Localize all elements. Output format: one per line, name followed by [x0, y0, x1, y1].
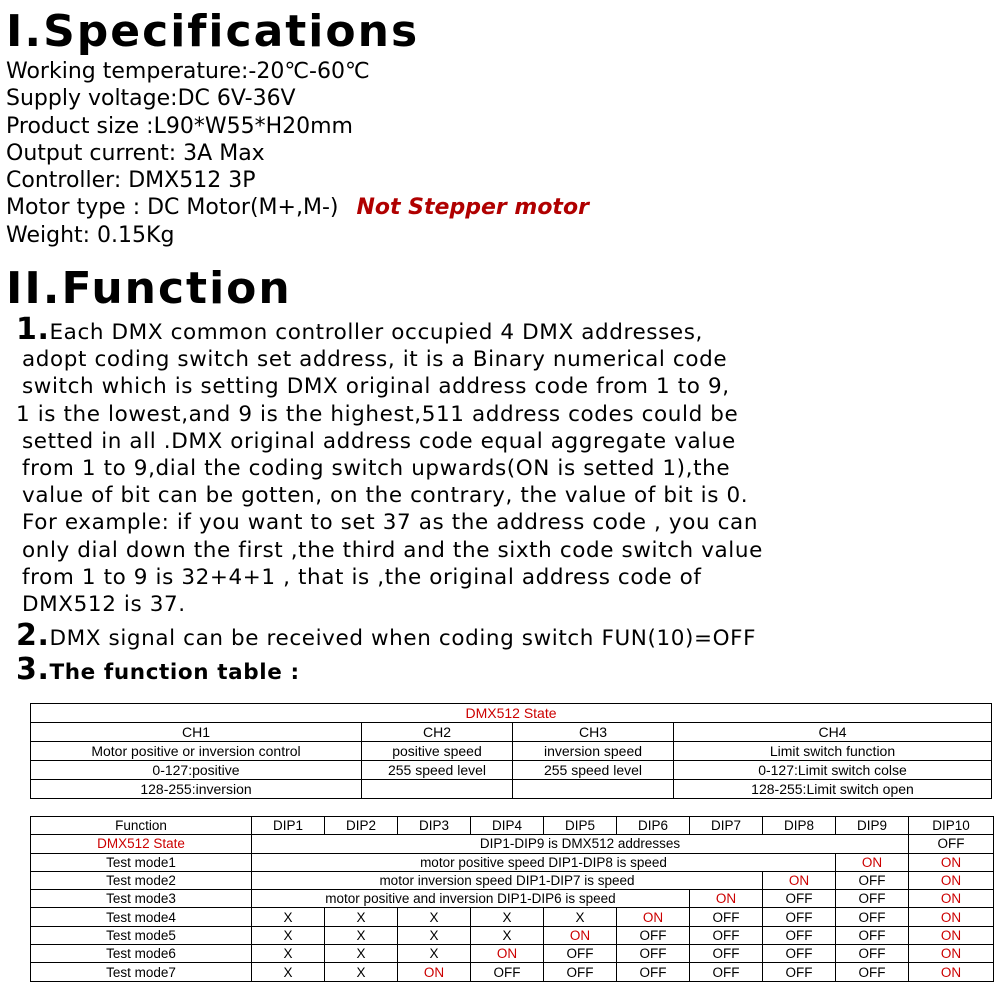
table-row — [31, 780, 992, 799]
header-cell: DIP3 — [398, 817, 471, 835]
table-cell: ON — [763, 871, 836, 889]
dmx512-state-table — [30, 703, 992, 799]
spec-weight: Weight: 0.15Kg — [6, 222, 175, 248]
dip-function-table — [30, 816, 994, 982]
span-cell: motor positive and inversion DIP1-DIP6 is speed — [252, 890, 690, 908]
table-cell: ON — [909, 926, 994, 944]
channel-header: CH1 — [31, 723, 362, 742]
table-cell: X — [252, 908, 325, 926]
table-cell: OFF — [836, 890, 909, 908]
table-cell: X — [252, 926, 325, 944]
table-cell: OFF — [763, 908, 836, 926]
table-cell: 255 speed level — [362, 761, 513, 780]
row-label: Test mode5 — [31, 926, 252, 944]
table-row — [31, 723, 992, 742]
item1-line: value of bit can be gotten, on the contrary, the value of bit is 0. — [22, 483, 749, 509]
item3-number: 3. — [16, 652, 50, 688]
table-cell: OFF — [763, 963, 836, 981]
table-cell: ON — [909, 945, 994, 963]
table-cell: OFF — [690, 945, 763, 963]
table-cell — [513, 780, 674, 799]
header-cell: DIP6 — [617, 817, 690, 835]
item1-line: switch which is setting DMX original address code from 1 to 9, — [22, 374, 730, 400]
spec-motor-type: Motor type : DC Motor(M+,M-) — [6, 195, 339, 221]
table-header-row — [31, 817, 994, 835]
table-cell: X — [325, 945, 398, 963]
table-cell: OFF — [909, 835, 994, 853]
channel-function: positive speed — [362, 742, 513, 761]
specifications-list — [6, 58, 589, 249]
table-cell: X — [325, 963, 398, 981]
table-cell: X — [325, 926, 398, 944]
table-cell: OFF — [471, 963, 544, 981]
table-cell: OFF — [544, 963, 617, 981]
item1-line: Each DMX common controller occupied 4 DMX addresses, — [49, 320, 703, 345]
table-cell: OFF — [617, 945, 690, 963]
table-row — [31, 704, 992, 723]
table-cell: ON — [909, 871, 994, 889]
table-row — [31, 908, 994, 926]
table-cell: ON — [544, 926, 617, 944]
spec-controller: Controller: DMX512 3P — [6, 168, 256, 194]
function-description — [16, 312, 1000, 688]
table-cell: OFF — [617, 926, 690, 944]
table-cell: X — [252, 945, 325, 963]
table-cell: X — [544, 908, 617, 926]
table-cell: OFF — [690, 963, 763, 981]
table-cell: ON — [690, 890, 763, 908]
header-cell: DIP9 — [836, 817, 909, 835]
channel-header: CH2 — [362, 723, 513, 742]
table-cell: ON — [909, 908, 994, 926]
table-cell: X — [471, 926, 544, 944]
header-cell: DIP2 — [325, 817, 398, 835]
spec-output-current: Output current: 3A Max — [6, 140, 265, 166]
item1-line: 1 is the lowest,and 9 is the highest,511 address codes could be — [16, 401, 739, 427]
item1-number: 1. — [16, 312, 50, 347]
table-cell: OFF — [544, 945, 617, 963]
table-cell: OFF — [617, 963, 690, 981]
table-cell: ON — [909, 890, 994, 908]
table-row — [31, 963, 994, 981]
row-label: Test mode3 — [31, 890, 252, 908]
table-cell: ON — [471, 945, 544, 963]
item2-number: 2. — [16, 618, 50, 654]
item1-line: setted in all .DMX original address code equal aggregate value — [22, 428, 736, 454]
table-cell: 255 speed level — [513, 761, 674, 780]
table-row — [31, 945, 994, 963]
span-cell: DIP1-DIP9 is DMX512 addresses — [252, 835, 909, 853]
item3-line — [16, 652, 1000, 688]
table-cell: X — [398, 926, 471, 944]
row-label: Test mode2 — [31, 871, 252, 889]
table-cell: ON — [836, 853, 909, 871]
spec-working-temperature: Working temperature:-20℃-60℃ — [6, 59, 370, 84]
table-row — [31, 890, 994, 908]
spec-motor-type-line — [6, 194, 589, 221]
table-cell: X — [325, 908, 398, 926]
item1-line: DMX512 is 37. — [22, 592, 186, 618]
table-cell: OFF — [836, 908, 909, 926]
channel-function: inversion speed — [513, 742, 674, 761]
table-row — [31, 761, 992, 780]
table-cell: ON — [398, 963, 471, 981]
table-row — [31, 853, 994, 871]
item2-line — [16, 618, 1000, 654]
table-cell: X — [398, 945, 471, 963]
table-cell: OFF — [763, 945, 836, 963]
item1-first-line — [16, 312, 1000, 347]
item1-line: only dial down the first ,the third and the sixth code switch value — [22, 537, 763, 563]
table-cell: OFF — [690, 908, 763, 926]
span-cell: motor inversion speed DIP1-DIP7 is speed — [252, 871, 763, 889]
table-cell: 0-127:positive — [31, 761, 362, 780]
table1-title: DMX512 State — [31, 704, 992, 723]
table-cell — [362, 780, 513, 799]
header-cell: Function — [31, 817, 252, 835]
item1-line: from 1 to 9,dial the coding switch upwards(ON is setted 1),the — [22, 456, 731, 482]
header-cell: DIP4 — [471, 817, 544, 835]
table-row — [31, 742, 992, 761]
table-cell: X — [471, 908, 544, 926]
table-row — [31, 926, 994, 944]
table-cell: OFF — [763, 926, 836, 944]
table-cell: X — [252, 963, 325, 981]
row-label: Test mode7 — [31, 963, 252, 981]
item1-line: adopt coding switch set address, it is a Binary numerical code — [22, 347, 728, 373]
table-cell: OFF — [836, 926, 909, 944]
span-cell: motor positive speed DIP1-DIP8 is speed — [252, 853, 836, 871]
motor-note: Not Stepper motor — [356, 195, 589, 221]
spec-product-size: Product size :L90*W55*H20mm — [6, 113, 353, 139]
table-row — [31, 871, 994, 889]
item3-text: The function table : — [49, 660, 300, 686]
item1-line: For example: if you want to set 37 as the address code , you can — [22, 510, 759, 536]
header-cell: DIP7 — [690, 817, 763, 835]
table-cell: 0-127:Limit switch colse — [674, 761, 992, 780]
channel-function: Limit switch function — [674, 742, 992, 761]
row-label: Test mode1 — [31, 853, 252, 871]
table-cell: X — [398, 908, 471, 926]
table-cell: OFF — [836, 963, 909, 981]
spec-supply-voltage: Supply voltage:DC 6V-36V — [6, 86, 296, 112]
table-cell: 128-255:Limit switch open — [674, 780, 992, 799]
header-cell: DIP1 — [252, 817, 325, 835]
table-cell: ON — [617, 908, 690, 926]
table-cell: OFF — [836, 871, 909, 889]
header-cell: DIP5 — [544, 817, 617, 835]
item1-line: from 1 to 9 is 32+4+1 , that is ,the original address code of — [22, 564, 702, 590]
channel-header: CH4 — [674, 723, 992, 742]
row-label: DMX512 State — [31, 835, 252, 853]
function-heading: II.Function — [6, 263, 292, 314]
specifications-heading: I.Specifications — [6, 6, 420, 57]
row-label: Test mode4 — [31, 908, 252, 926]
row-label: Test mode6 — [31, 945, 252, 963]
header-cell: DIP8 — [763, 817, 836, 835]
header-cell: DIP10 — [909, 817, 994, 835]
table-cell: OFF — [763, 890, 836, 908]
table-cell: ON — [909, 853, 994, 871]
item2-text: DMX signal can be received when coding switch FUN(10)=OFF — [49, 626, 757, 652]
table-cell: ON — [909, 963, 994, 981]
table-row — [31, 835, 994, 853]
channel-function: Motor positive or inversion control — [31, 742, 362, 761]
table-cell: OFF — [690, 926, 763, 944]
channel-header: CH3 — [513, 723, 674, 742]
table-cell: 128-255:inversion — [31, 780, 362, 799]
table-cell: OFF — [836, 945, 909, 963]
